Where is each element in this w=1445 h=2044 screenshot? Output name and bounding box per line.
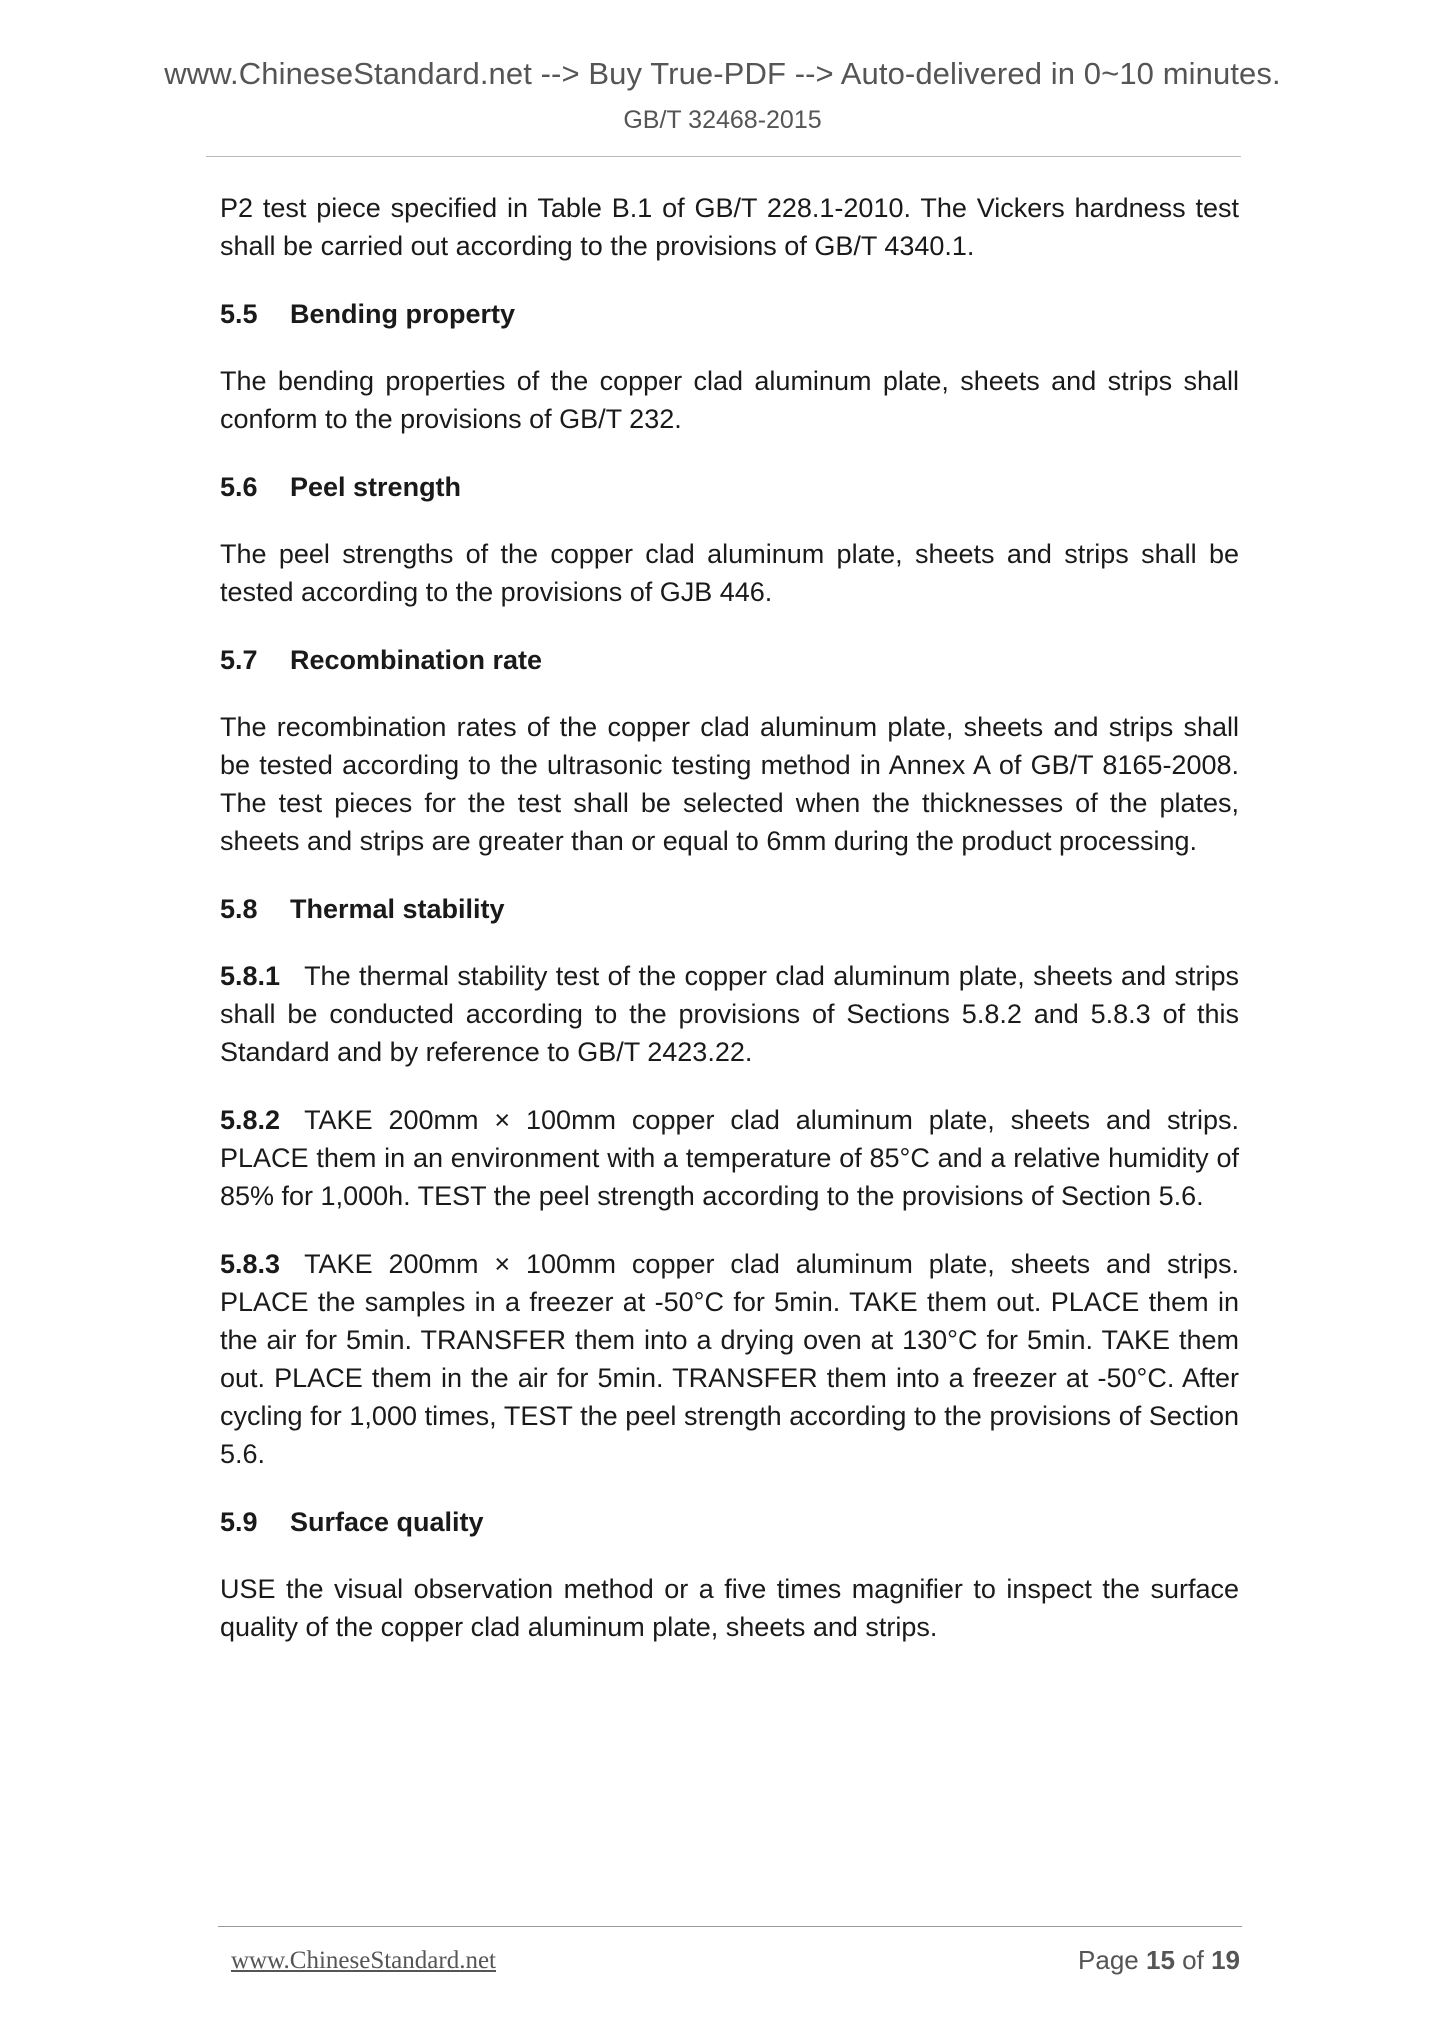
section-title: Surface quality	[290, 1507, 484, 1537]
subsection-text: TAKE 200mm × 100mm copper clad aluminum plate, sheets and strips. PLACE the samples in a freezer at -50°C for 5min. TAKE them out. PLACE them in the air for 5min. TRANSFER them into a drying oven at 130°C for 5min. TAKE them out. PLACE them in the air for 5min. TRANSFER them into a freezer at -50°C. After cycling for 1,000 times, TEST the peel strength according to the provisions of Section 5.6.	[220, 1249, 1239, 1469]
source-banner: www.ChineseStandard.net --> Buy True-PDF --> Auto-delivered in 0~10 minutes.	[164, 56, 1281, 91]
subsection-5-8-3	[220, 1245, 1239, 1473]
subsection-number: 5.8.2	[220, 1105, 281, 1135]
section-heading-5-5	[220, 295, 1239, 333]
page-indicator	[1078, 1945, 1240, 1976]
intro-paragraph: P2 test piece specified in Table B.1 of GB/T 228.1-2010. The Vickers hardness test shall be carried out according to the provisions of GB/T 4340.1.	[220, 193, 1239, 261]
section-title: Recombination rate	[290, 645, 543, 675]
subsection-5-8-1	[220, 957, 1239, 1071]
document-body	[220, 189, 1239, 1646]
subsection-number: 5.8.1	[220, 961, 281, 991]
section-text-5-6: The peel strengths of the copper clad aluminum plate, sheets and strips shall be tested according to the provisions of GJB 446.	[220, 539, 1239, 607]
footer-divider	[218, 1926, 1242, 1927]
section-title: Bending property	[290, 299, 516, 329]
page-word: Page	[1078, 1945, 1139, 1975]
page-total: 19	[1211, 1945, 1240, 1975]
section-heading-5-6	[220, 468, 1239, 506]
section-number: 5.5	[220, 299, 258, 329]
section-text-5-7: The recombination rates of the copper clad aluminum plate, sheets and strips shall be tested according to the ultrasonic testing method in Annex A of GB/T 8165-2008. The test pieces for the test shall be selected when the thicknesses of the plates, sheets and strips are greater than or equal to 6mm during the product processing.	[220, 712, 1239, 856]
section-heading-5-7	[220, 641, 1239, 679]
subsection-5-8-2	[220, 1101, 1239, 1215]
section-text-5-5: The bending properties of the copper clad aluminum plate, sheets and strips shall conform to the provisions of GB/T 232.	[220, 366, 1239, 434]
footer-site-link[interactable]: www.ChineseStandard.net	[231, 1947, 496, 1974]
section-number: 5.7	[220, 645, 258, 675]
subsection-text: The thermal stability test of the copper clad aluminum plate, sheets and strips shall be conducted according to the provisions of Sections 5.8.2 and 5.8.3 of this Standard and by reference to GB/T 2423.22.	[220, 961, 1239, 1067]
page-of: of	[1182, 1945, 1204, 1975]
section-text-5-9: USE the visual observation method or a five times magnifier to inspect the surface quality of the copper clad aluminum plate, sheets and strips.	[220, 1574, 1239, 1642]
section-title: Peel strength	[290, 472, 462, 502]
section-number: 5.8	[220, 894, 258, 924]
section-heading-5-8	[220, 890, 1239, 928]
section-number: 5.6	[220, 472, 258, 502]
page-current: 15	[1146, 1945, 1175, 1975]
header-divider	[206, 156, 1241, 157]
section-title: Thermal stability	[290, 894, 505, 924]
subsection-text: TAKE 200mm × 100mm copper clad aluminum plate, sheets and strips. PLACE them in an environment with a temperature of 85°C and a relative humidity of 85% for 1,000h. TEST the peel strength according to the provisions of Section 5.6.	[220, 1105, 1239, 1211]
section-heading-5-9	[220, 1503, 1239, 1541]
subsection-number: 5.8.3	[220, 1249, 281, 1279]
standard-code: GB/T 32468-2015	[623, 106, 822, 134]
section-number: 5.9	[220, 1507, 258, 1537]
